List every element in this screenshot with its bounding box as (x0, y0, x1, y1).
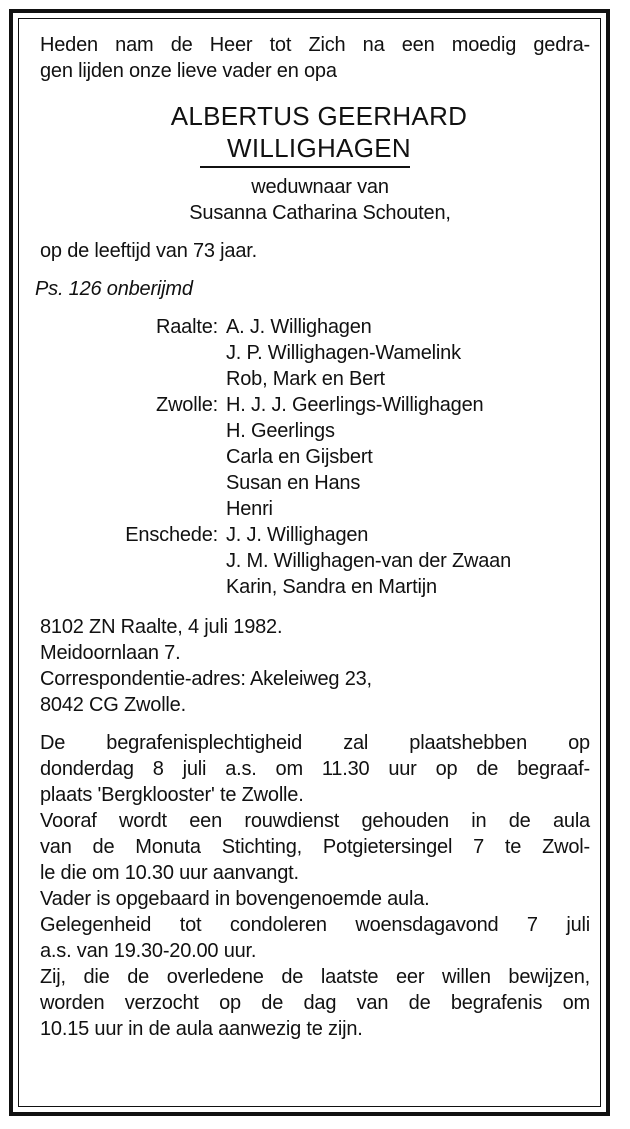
family-name: Susan en Hans (226, 472, 361, 494)
funeral-line: worden verzocht op de dag van de begrafenis om (40, 992, 590, 1014)
family-row (40, 340, 590, 366)
family-name: Karin, Sandra en Martijn (226, 576, 437, 598)
deceased-given-names: ALBERTUS GEERHARD (170, 101, 468, 131)
family-row (40, 392, 590, 418)
family-name: J. P. Willighagen-Wamelink (226, 342, 461, 364)
funeral-line: van de Monuta Stichting, Potgietersingel 7 te Zwol- (40, 836, 590, 858)
family-row (40, 314, 590, 340)
funeral-line: Vooraf wordt een rouwdienst gehouden in de aula (40, 810, 590, 832)
family-name: Henri (226, 498, 273, 520)
family-place: Enschede: (125, 524, 218, 546)
family-name: J. M. Willighagen-van der Zwaan (226, 550, 512, 572)
family-name: J. J. Willighagen (226, 524, 369, 546)
address-line: Meidoornlaan 7. (40, 642, 181, 664)
family-place: Zwolle: (156, 394, 218, 416)
psalm-reference: Ps. 126 onberijmd (35, 278, 193, 300)
address-line: 8042 CG Zwolle. (40, 694, 186, 716)
funeral-line: donderdag 8 juli a.s. om 11.30 uur op de begraaf- (40, 758, 590, 780)
intro-text (40, 32, 590, 84)
family-row (40, 470, 590, 496)
family-row (40, 418, 590, 444)
family-name: H. J. J. Geerlings-Willighagen (226, 394, 484, 416)
address-block (40, 614, 590, 718)
deceased-surname: WILLIGHAGEN (227, 133, 411, 163)
spouse-label: weduwnaar van (251, 176, 389, 198)
family-row (40, 366, 590, 392)
age-line: op de leeftijd van 73 jaar. (40, 240, 257, 262)
funeral-line: Vader is opgebaard in bovengenoemde aula. (40, 888, 430, 910)
funeral-line: a.s. van 19.30-20.00 uur. (40, 940, 257, 962)
funeral-line: 10.15 uur in de aula aanwezig te zijn. (40, 1018, 363, 1040)
intro-line: Heden nam de Heer tot Zich na een moedig gedra- (40, 34, 590, 56)
obituary-notice (35, 32, 590, 1042)
family-name: H. Geerlings (226, 420, 335, 442)
family-row (40, 496, 590, 522)
address-line: 8102 ZN Raalte, 4 juli 1982. (40, 616, 283, 638)
intro-line: gen lijden onze lieve vader en opa (40, 60, 337, 82)
funeral-line: Gelegenheid tot condoleren woensdagavond 7 juli (40, 914, 590, 936)
family-list (40, 314, 590, 600)
funeral-line: le die om 10.30 uur aanvangt. (40, 862, 299, 884)
funeral-details (40, 730, 590, 1042)
family-row (40, 548, 590, 574)
address-line: Correspondentie-adres: Akeleiweg 23, (40, 668, 372, 690)
family-name: A. J. Willighagen (226, 316, 372, 338)
funeral-line: Zij, die de overledene de laatste eer willen bewijzen, (40, 966, 590, 988)
funeral-line: plaats 'Bergklooster' te Zwolle. (40, 784, 304, 806)
family-name: Rob, Mark en Bert (226, 368, 385, 390)
family-row (40, 444, 590, 470)
name-underline (200, 166, 410, 168)
family-row (40, 574, 590, 600)
family-name: Carla en Gijsbert (226, 446, 373, 468)
funeral-line: De begrafenisplechtigheid zal plaatshebben op (40, 732, 590, 754)
family-row (40, 522, 590, 548)
deceased-block (40, 100, 590, 226)
family-place: Raalte: (156, 316, 218, 338)
spouse-name: Susanna Catharina Schouten, (189, 202, 451, 224)
